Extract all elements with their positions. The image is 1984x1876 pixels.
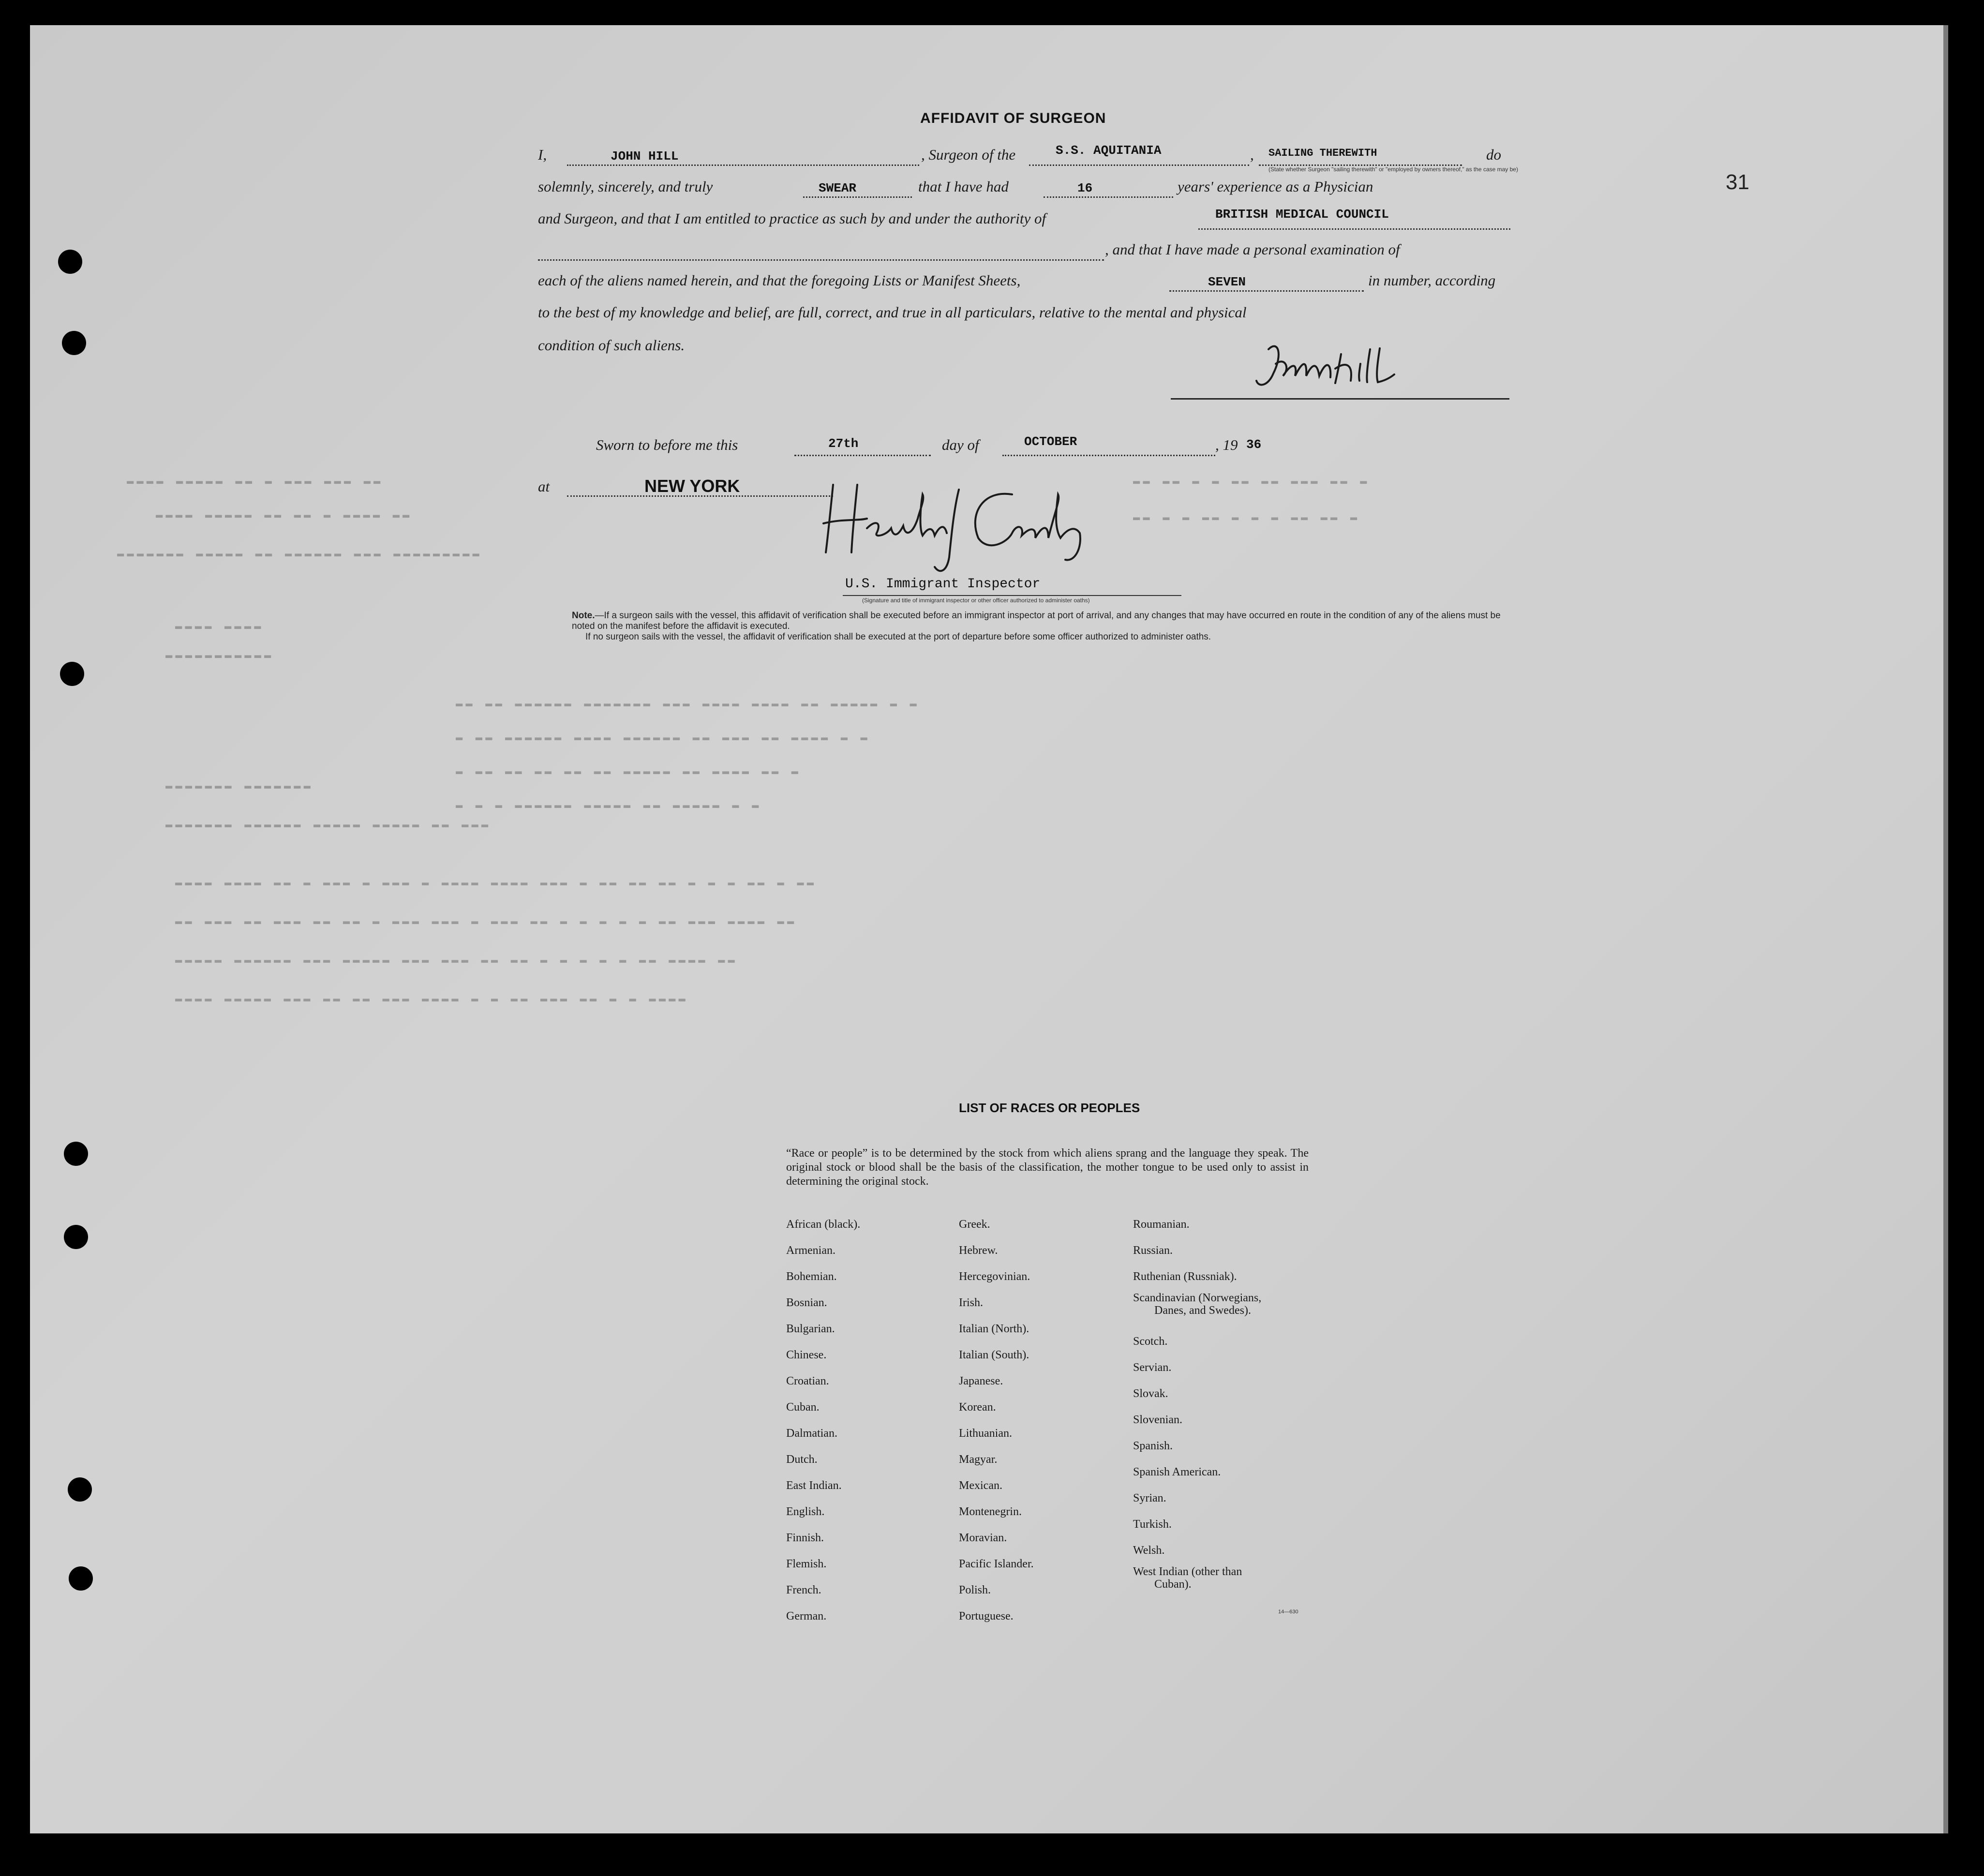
race-item: French. — [786, 1584, 821, 1596]
years-experience: 16 — [1077, 181, 1093, 195]
inspector-caption: (Signature and title of immigrant inspector or other officer authorized to administer oaths) — [862, 597, 1090, 604]
race-item-line: Danes, and Swedes). — [1154, 1304, 1251, 1317]
race-item — [1133, 1563, 1261, 1602]
binder-hole — [60, 662, 84, 686]
bleed-through: ▬▬ ▬▬ ▬▬▬▬▬▬ ▬▬▬▬▬▬▬ ▬▬▬ ▬▬▬▬ ▬▬▬▬ ▬▬ ▬▬▬▬▬ ▬ ▬ — [456, 698, 920, 711]
binder-hole — [64, 1142, 88, 1166]
surgeon-signature-line — [1171, 398, 1509, 400]
form-number: 14—630 — [1278, 1609, 1298, 1615]
bleed-through: ▬▬▬▬ ▬▬▬▬▬ ▬▬▬ ▬▬ ▬▬ ▬▬▬ ▬▬▬▬ ▬ ▬ ▬▬ ▬▬▬ ▬▬ ▬ ▬ ▬▬▬▬ — [175, 993, 688, 1006]
race-item: Bosnian. — [786, 1296, 827, 1309]
affidavit-line-4 — [538, 236, 1510, 265]
race-item: Roumanian. — [1133, 1218, 1190, 1231]
race-item: Flemish. — [786, 1558, 827, 1570]
affidavit-line-3 — [538, 205, 1510, 234]
affidavit-text: solemnly, sincerely, and truly — [538, 178, 713, 195]
races-column-1 — [786, 1211, 860, 1629]
affidavit-line-1 — [538, 141, 1518, 173]
race-item: Portuguese. — [959, 1610, 1014, 1623]
affidavit-text: I, — [538, 146, 547, 163]
races-intro: “Race or people” is to be determined by the stock from which aliens sprang and the language they speak. The original stock or blood shall be the basis of the classification, the mother tongue to be used only to assist in determining the original stock. — [786, 1147, 1309, 1188]
surgeon-name: JOHN HILL — [611, 149, 679, 164]
sworn-year: 36 — [1246, 437, 1262, 452]
race-item: Polish. — [959, 1584, 991, 1596]
race-item — [1133, 1290, 1261, 1328]
affidavit-text: , Surgeon of the — [921, 146, 1016, 163]
inspector-title: U.S. Immigrant Inspector — [845, 577, 1041, 592]
race-item-line: Scandinavian (Norwegians, — [1133, 1292, 1262, 1304]
affidavit-text: and Surgeon, and that I am entitled to practice as such by and under the authority of — [538, 210, 1046, 227]
race-item: Magyar. — [959, 1453, 998, 1466]
affidavit-text: , — [1250, 146, 1254, 163]
bleed-through: ▬▬▬▬▬▬▬▬▬▬▬ — [165, 649, 274, 662]
sworn-at-label: at — [538, 478, 550, 495]
race-item: Pacific Islander. — [959, 1558, 1034, 1570]
race-item: Montenegrin. — [959, 1505, 1022, 1518]
race-item: Lithuanian. — [959, 1427, 1012, 1440]
race-item: Hebrew. — [959, 1244, 998, 1257]
bleed-through: ▬▬▬▬ ▬▬▬▬▬ ▬▬ ▬ ▬▬▬ ▬▬▬ ▬▬ — [127, 475, 384, 488]
note-label: Note. — [572, 610, 595, 621]
bleed-through: ▬ ▬ ▬ ▬▬▬▬▬▬ ▬▬▬▬▬ ▬▬ ▬▬▬▬▬ ▬ ▬ — [456, 799, 762, 812]
affidavit-text: do — [1486, 146, 1501, 163]
affidavit-text: condition of such aliens. — [538, 337, 685, 354]
bleed-through: ▬▬ ▬ ▬ ▬▬ ▬ ▬ ▬ ▬▬ ▬▬ ▬ — [1133, 511, 1360, 524]
licensing-authority: BRITISH MEDICAL COUNCIL — [1215, 207, 1389, 222]
race-item: Dutch. — [786, 1453, 818, 1466]
page-edge — [1943, 25, 1948, 1833]
bleed-through: ▬▬▬▬▬ ▬▬▬▬▬▬ ▬▬▬ ▬▬▬▬▬ ▬▬▬ ▬▬▬ ▬▬ ▬▬ ▬ ▬ ▬ ▬ ▬ ▬▬ ▬▬▬▬ ▬▬ — [175, 954, 738, 967]
affidavit-text: years' experience as a Physician — [1178, 178, 1373, 195]
race-item-line: West Indian (other than — [1133, 1565, 1242, 1578]
sailing-status: SAILING THEREWITH — [1268, 147, 1377, 159]
races-list-title: LIST OF RACES OR PEOPLES — [959, 1101, 1140, 1115]
race-item: Slovenian. — [1133, 1414, 1182, 1426]
binder-hole — [64, 1225, 88, 1249]
sworn-text: day of — [942, 436, 979, 453]
affidavit-line-5 — [538, 267, 1510, 296]
bleed-through: ▬▬ ▬▬▬ ▬▬ ▬▬▬ ▬▬ ▬▬ ▬ ▬▬▬ ▬▬▬ ▬ ▬▬▬ ▬▬ ▬ ▬ ▬ ▬ ▬ ▬▬ ▬▬▬ ▬▬▬▬ ▬▬ — [175, 915, 797, 928]
race-item: East Indian. — [786, 1479, 842, 1492]
sailing-note: (State whether Surgeon "sailing therewith" or "employed by owners thereof," as the case may be) — [1268, 166, 1518, 173]
race-item: Italian (North). — [959, 1323, 1029, 1335]
binder-hole — [68, 1477, 92, 1502]
race-item: Japanese. — [959, 1375, 1003, 1387]
race-item: Moravian. — [959, 1532, 1007, 1544]
race-item: Chinese. — [786, 1349, 827, 1361]
race-item: Scotch. — [1133, 1335, 1168, 1348]
surgeon-signature — [1249, 335, 1423, 398]
sworn-place: NEW YORK — [644, 476, 740, 496]
affidavit-text: , and that I have made a personal examination of — [1105, 241, 1400, 258]
oath-word: SWEAR — [819, 181, 857, 195]
binder-hole — [69, 1566, 93, 1591]
manifest-sheet-count: SEVEN — [1208, 275, 1246, 289]
race-item: Croatian. — [786, 1375, 829, 1387]
page-number: 31 — [1726, 170, 1749, 194]
binder-hole — [62, 331, 86, 355]
race-item: Dalmatian. — [786, 1427, 837, 1440]
race-item: Welsh. — [1133, 1544, 1165, 1557]
sworn-text: , 19 — [1215, 436, 1238, 453]
race-item-line: Cuban). — [1154, 1578, 1192, 1591]
vessel-name: S.S. AQUITANIA — [1056, 143, 1162, 158]
race-item: Bulgarian. — [786, 1323, 835, 1335]
affidavit-text: that I have had — [918, 178, 1009, 195]
race-item: German. — [786, 1610, 827, 1623]
race-item: Spanish. — [1133, 1440, 1173, 1452]
bleed-through: ▬▬▬▬▬▬▬ ▬▬▬▬▬ ▬▬ ▬▬▬▬▬▬ ▬▬▬ ▬▬▬▬▬▬▬▬▬ — [117, 548, 482, 561]
note-text-2: If no surgeon sails with the vessel, the affidavit of verification shall be executed at the port of departure before some officer authorized to administer oaths. — [585, 632, 1211, 642]
race-item: Cuban. — [786, 1401, 820, 1414]
race-item: Italian (South). — [959, 1349, 1029, 1361]
race-item: Armenian. — [786, 1244, 835, 1257]
sworn-text: Sworn to before me this — [596, 436, 738, 453]
races-column-3 — [1133, 1211, 1261, 1602]
affidavit-line-2 — [538, 173, 1510, 202]
bleed-through: ▬▬▬▬▬▬▬ ▬▬▬▬▬▬▬ — [165, 780, 314, 793]
bleed-through: ▬▬▬▬ ▬▬▬▬ ▬▬ ▬ ▬▬▬ ▬ ▬▬▬ ▬ ▬▬▬▬ ▬▬▬▬ ▬▬▬ ▬ ▬▬ ▬▬ ▬▬ ▬ ▬ ▬ ▬▬ ▬ ▬▬ — [175, 877, 817, 890]
race-item: African (black). — [786, 1218, 861, 1231]
race-item: Korean. — [959, 1401, 996, 1414]
race-item: Spanish American. — [1133, 1466, 1221, 1478]
manifest-page — [30, 25, 1948, 1833]
bleed-through: ▬▬▬▬▬▬▬ ▬▬▬▬▬▬ ▬▬▬▬▬ ▬▬▬▬▬ ▬▬ ▬▬▬ — [165, 819, 492, 832]
affidavit-text: to the best of my knowledge and belief, are full, correct, and true in all particulars, relative to the mental and physical — [538, 304, 1247, 321]
race-item: Mexican. — [959, 1479, 1002, 1492]
race-item: Syrian. — [1133, 1492, 1166, 1504]
race-item: Greek. — [959, 1218, 990, 1231]
bleed-through: ▬▬▬▬ ▬▬▬▬ — [175, 620, 264, 633]
race-item: Finnish. — [786, 1532, 824, 1544]
race-item: Hercegovinian. — [959, 1270, 1030, 1283]
race-item: Bohemian. — [786, 1270, 837, 1283]
bleed-through: ▬▬ ▬▬ ▬ ▬ ▬▬ ▬▬ ▬▬▬ ▬▬ ▬ — [1133, 475, 1370, 488]
races-column-2 — [959, 1211, 1034, 1629]
bleed-through: ▬▬▬▬ ▬▬▬▬▬ ▬▬ ▬▬ ▬ ▬▬▬▬ ▬▬ — [156, 509, 413, 522]
affidavit-text: each of the aliens named herein, and that the foregoing Lists or Manifest Sheets, — [538, 272, 1021, 289]
inspector-signature — [804, 480, 1143, 577]
race-item: Irish. — [959, 1296, 983, 1309]
affidavit-title: AFFIDAVIT OF SURGEON — [920, 110, 1106, 126]
sworn-day: 27th — [828, 436, 859, 451]
affidavit-line-6 — [538, 299, 1510, 328]
bleed-through: ▬ ▬▬ ▬▬ ▬▬ ▬▬ ▬▬ ▬▬▬▬▬ ▬▬ ▬▬▬▬ ▬▬ ▬ — [456, 765, 802, 778]
bleed-through: ▬ ▬▬ ▬▬▬▬▬▬ ▬▬▬▬ ▬▬▬▬▬▬ ▬▬ ▬▬▬ ▬▬ ▬▬▬▬ ▬ ▬ — [456, 731, 870, 744]
race-item: Ruthenian (Russniak). — [1133, 1270, 1237, 1283]
race-item: Russian. — [1133, 1244, 1173, 1257]
note-paragraph — [572, 610, 1515, 642]
race-item: English. — [786, 1505, 825, 1518]
race-item: Slovak. — [1133, 1387, 1168, 1400]
binder-hole — [58, 250, 82, 274]
inspector-signature-line — [843, 595, 1181, 596]
race-item: Turkish. — [1133, 1518, 1172, 1531]
sworn-month: OCTOBER — [1024, 434, 1077, 449]
affidavit-text: in number, according — [1368, 272, 1496, 289]
note-text-1: —If a surgeon sails with the vessel, this affidavit of verification shall be executed before an immigrant inspector at port of arrival, and any changes that may have occurred en route in the condition of any of the aliens must be noted on the manifest before the affidavit is executed. — [572, 610, 1501, 631]
race-item: Servian. — [1133, 1361, 1172, 1374]
